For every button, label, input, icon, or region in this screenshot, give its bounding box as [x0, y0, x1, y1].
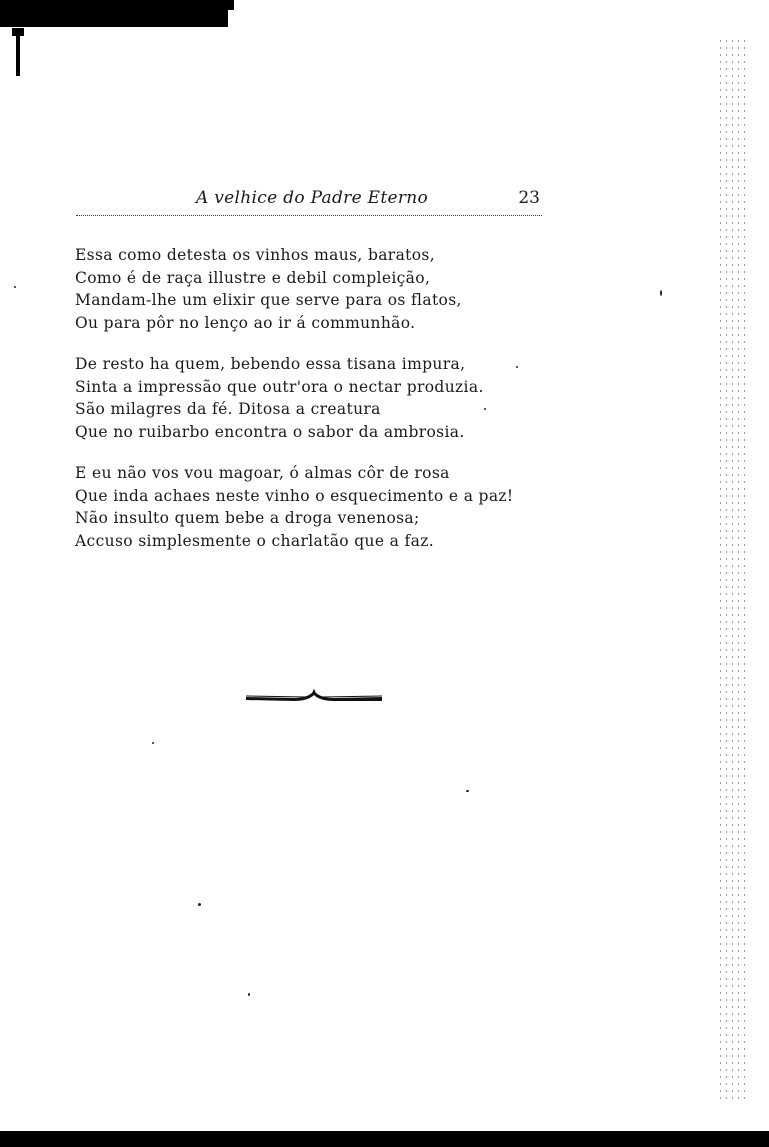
verse-line: Accuso simplesmente o charlatão que a faz. — [75, 531, 434, 550]
verse-line: São milagres da fé. Ditosa a creatura — [75, 400, 381, 418]
verse-line: E eu não vos vou magoar, ó almas côr de rosa — [75, 464, 450, 482]
running-head — [76, 188, 542, 212]
print-speck — [516, 366, 518, 368]
verse-line: De resto ha quem, bebendo essa tisana impura, — [75, 355, 466, 373]
print-speck — [14, 286, 16, 288]
scan-border-bottom — [0, 1131, 769, 1147]
verse-line: Essa como detesta os vinhos maus, baratos, — [75, 246, 435, 264]
scan-border-top — [0, 0, 228, 27]
scan-mark-left — [16, 28, 20, 76]
verse-line: Que inda achaes neste vinho o esquecimento e a paz! — [75, 486, 514, 505]
print-speck — [152, 742, 154, 744]
print-speck — [660, 290, 662, 296]
page-number: 23 — [518, 188, 540, 208]
verse-line: Mandam-lhe um elixir que serve para os flatos, — [75, 291, 462, 309]
running-title: A velhice do Padre Eterno — [196, 188, 429, 208]
verse-line: Como é de raça illustre e debil compleição, — [75, 268, 431, 287]
print-speck — [484, 408, 486, 410]
verse-line: Que no ruibarbo encontra o sabor da ambrosia. — [75, 422, 465, 441]
poem-body — [75, 244, 535, 571]
stanza-2 — [75, 353, 535, 443]
scan-edge-right — [720, 40, 750, 1100]
stanza-1 — [75, 244, 535, 334]
header-rule — [76, 215, 542, 216]
verse-line: Ou para pôr no lenço ao ir á communhão. — [75, 313, 416, 332]
end-of-chapter-ornament-icon — [246, 688, 382, 706]
print-speck — [466, 790, 469, 792]
print-speck — [198, 903, 201, 906]
print-speck — [248, 993, 250, 996]
verse-line: Não insulto quem bebe a droga venenosa; — [75, 509, 420, 527]
stanza-3 — [75, 462, 535, 552]
verse-line: Sinta a impressão que outr'ora o nectar produzia. — [75, 377, 484, 396]
